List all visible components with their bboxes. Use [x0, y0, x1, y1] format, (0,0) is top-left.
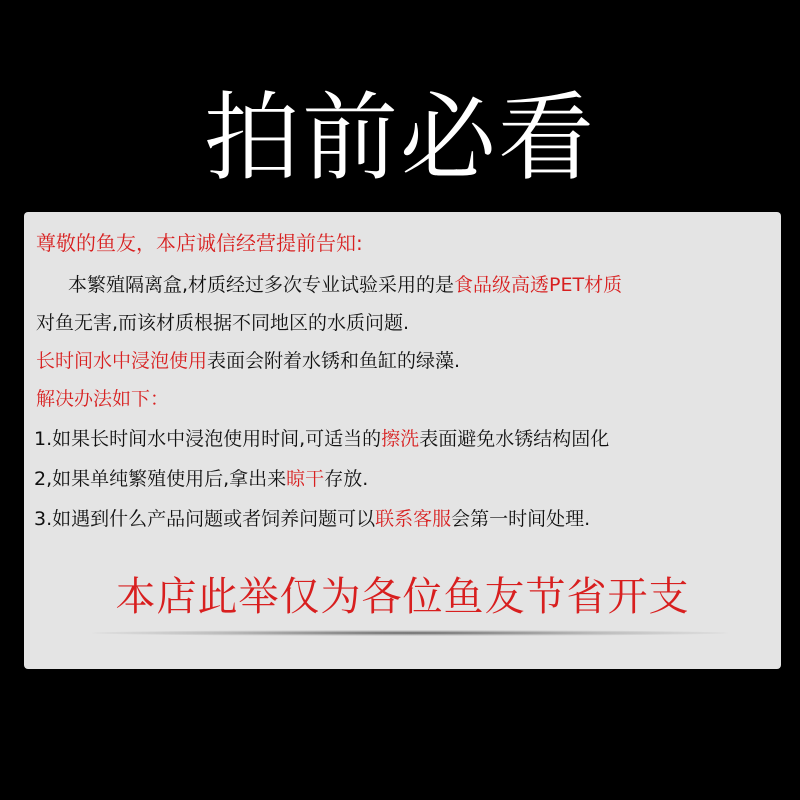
solution-item-2-tail: 存放.: [324, 468, 369, 490]
notice-card: [24, 212, 781, 669]
solution-item-2: [34, 466, 781, 492]
solution-item-3-highlight: 联系客服: [375, 508, 452, 530]
soak-highlight: 长时间水中浸泡使用: [36, 350, 208, 372]
page-title: 拍前必看: [204, 82, 596, 194]
solution-item-1: [34, 426, 781, 452]
slogan-text: 本店此举仅为各位鱼友节省开支: [115, 574, 690, 620]
safety-text: 对鱼无害,而该材质根据不同地区的水质问题.: [36, 312, 410, 334]
solution-heading: 解决办法如下：: [36, 388, 170, 410]
soak-text: 表面会附着水锈和鱼缸的绿藻.: [207, 350, 461, 372]
greeting-text: 尊敬的鱼友，本店诚信经营提前告知:: [36, 231, 363, 255]
material-text: 本繁殖隔离盒,材质经过多次专业试验采用的是: [68, 274, 455, 296]
solution-item-2-highlight: 晾干: [286, 468, 325, 490]
material-paragraph: [68, 272, 781, 298]
material-highlight: 食品级高透PET材质: [454, 274, 623, 296]
solution-item-2-text: 2,如果单纯繁殖使用后,拿出来: [34, 468, 287, 490]
solution-item-3: [34, 506, 781, 532]
soak-paragraph: [36, 348, 781, 374]
solution-item-3-tail: 会第一时间处理.: [451, 508, 591, 530]
slogan-underline-shadow: [92, 630, 728, 636]
solution-item-1-tail: 表面避免水锈结构固化: [419, 428, 610, 450]
solution-item-1-text: 1.如果长时间水中浸泡使用时间,可适当的: [34, 428, 382, 450]
solution-item-3-text: 3.如遇到什么产品问题或者饲养问题可以: [34, 508, 376, 530]
solution-item-1-highlight: 擦洗: [381, 428, 420, 450]
